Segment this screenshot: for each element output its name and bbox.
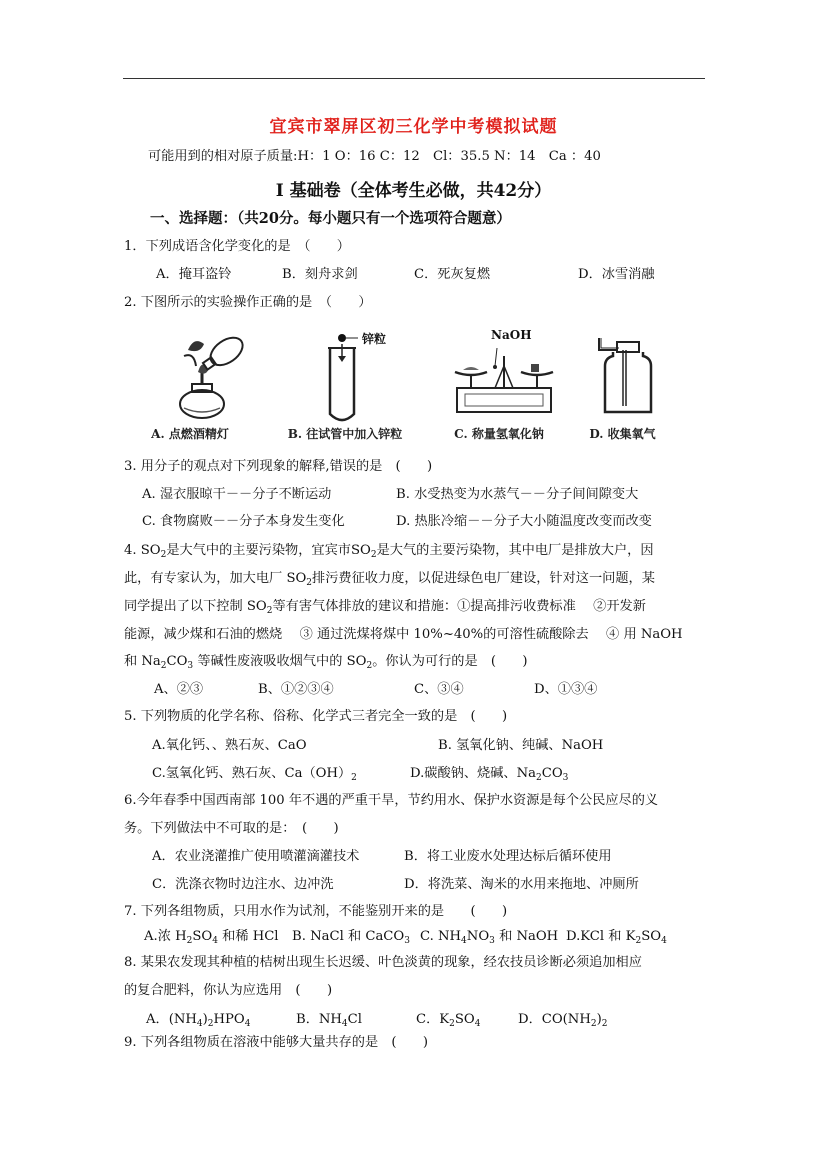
q3-option-a: A. 湿衣服晾干－－分子不断运动 [142, 487, 332, 502]
q1-option-b: B．刻舟求剑 [282, 267, 358, 282]
naoh-label: NaOH [491, 328, 532, 342]
q8-option-b: B．$NH_4Cl$ [296, 1012, 362, 1029]
figure-c [435, 326, 575, 446]
q8-line-2: 的复合肥料，你认为应选用 ( ) [124, 983, 333, 998]
figure-b [280, 326, 410, 446]
q7-option-a: A.浓 $H_2SO_4$ 和稀 HCl [144, 929, 279, 946]
q4-line-4: 能源，减少煤和石油的燃烧 ③ 通过洗煤将煤中 10%~40%的可溶性硫酸除去 ④ 用 NaOH [124, 627, 683, 642]
q7-option-d: D.KCl 和 $K_2SO_4$ [566, 929, 667, 946]
exam-title: 宜宾市翠屏区初三化学中考模拟试题 [269, 117, 558, 137]
header-rule [123, 78, 705, 79]
q1-option-a: A．掩耳盗铃 [156, 267, 232, 282]
q4-option-a: A、②③ [154, 682, 204, 697]
q3-option-c: C. 食物腐败－－分子本身发生变化 [142, 514, 345, 529]
q6-line-1: 6.今年春季中国西南部 100 年不遇的严重干旱，节约用水、保护水资源是每个公民应尽的义 [124, 793, 659, 808]
q8-option-c: C．$K_2SO_4$ [416, 1012, 481, 1029]
zinc-label: 锌粒 [362, 332, 387, 346]
q9-stem: 9. 下列各组物质在溶液中能够大量共存的是 ( ) [124, 1035, 428, 1050]
q7-stem: 7. 下列各组物质，只用水作为试剂，不能鉴别开来的是 ( ) [124, 904, 508, 919]
q4-option-b: B、①②③④ [258, 682, 334, 697]
figure-a-caption: A. 点燃酒精灯 [151, 427, 229, 441]
q5-stem: 5. 下列物质的化学名称、俗称、化学式三者完全一致的是 ( ) [124, 709, 508, 724]
q1-option-d: D．冰雪消融 [578, 267, 655, 282]
q4-option-c: C、③④ [414, 682, 464, 697]
figure-a [140, 326, 280, 446]
q3-option-d: D. 热胀冷缩－－分子大小随温度改变而改变 [396, 514, 652, 529]
q2-figures [140, 326, 680, 446]
q1-option-c: C．死灰复燃 [414, 267, 491, 282]
q5-option-d: D.碳酸钠、烧碱、$Na_2CO_3$ [410, 766, 569, 783]
figure-d [585, 326, 680, 446]
q5-option-a: A.氧化钙、、熟石灰、CaO [152, 738, 307, 753]
q4-option-d: D、①③④ [534, 682, 598, 697]
q5-option-b: B. 氢氧化钠、纯碱、NaOH [438, 738, 604, 753]
q7-option-c: C. $NH_4NO_3$ 和 NaOH [420, 929, 559, 946]
figure-c-caption: C. 称量氢氧化钠 [454, 427, 544, 441]
q4-line-2: 此，有专家认为，加大电厂 $SO_2$排污费征收力度，以促进绿色电厂建设，针对这一问题，某 [124, 571, 655, 588]
q3-stem: 3. 用分子的观点对下列现象的解释,错误的是 ( ) [124, 459, 433, 474]
atomic-masses: 可能用到的相对原子质量:H：1 O：16 C：12 Cl：35.5 N：14 Ca ：40 [148, 149, 601, 164]
q5-option-c: C.氢氧化钙、熟石灰、$Ca(OH)_2$ [152, 766, 357, 783]
q4-line-5: 和 $Na_2CO_3$ 等碱性废液吸收烟气中的 $SO_2$。你认为可行的是 ( ) [124, 654, 528, 671]
gas-bottle-illustration [585, 326, 680, 426]
figure-d-caption: D. 收集氧气 [589, 427, 656, 441]
q6-option-a: A．农业浇灌推广使用喷灌滴灌技术 [152, 849, 360, 864]
alcohol-lamp-illustration [140, 326, 280, 426]
q7-option-b: B. NaCl 和 CaCO$_3$ [292, 929, 410, 946]
q4-line-1: 4. $SO_2$是大气中的主要污染物，宜宾市$SO_2$是大气的主要污染物，其中电厂是排放大户，因 [124, 543, 654, 560]
q3-option-b: B. 水受热变为水蒸气－－分子间间隙变大 [396, 487, 639, 502]
section-title: I 基础卷（全体考生必做，共42分） [275, 181, 552, 201]
q1-stem: 1．下列成语含化学变化的是 （ ） [124, 239, 350, 254]
section-subtitle: 一、选择题：（共20分。每小题只有一个选项符合题意） [150, 210, 511, 227]
test-tube-illustration [280, 326, 410, 426]
q6-option-b: B．将工业废水处理达标后循环使用 [404, 849, 612, 864]
q8-option-a: A．$(NH_4)_2HPO_4$ [146, 1012, 251, 1029]
q6-option-d: D．将洗菜、淘米的水用来拖地、冲厕所 [404, 877, 639, 892]
q8-line-1: 8. 某果农发现其种植的桔树出现生长迟缓、叶色淡黄的现象，经农技员诊断必须追加相应 [124, 955, 642, 970]
q2-stem: 2. 下图所示的实验操作正确的是 （ ） [124, 295, 372, 310]
q6-option-c: C．洗涤衣物时边注水、边冲洗 [152, 877, 334, 892]
q8-option-d: D．$CO(NH_2)_2$ [518, 1012, 608, 1029]
q4-line-3: 同学提出了以下控制 $SO_2$等有害气体排放的建议和措施：①提高排污收费标准 ②开发新 [124, 599, 646, 616]
figure-b-caption: B. 往试管中加入锌粒 [287, 427, 403, 441]
q6-line-2: 务。下列做法中不可取的是： ( ) [124, 821, 339, 836]
